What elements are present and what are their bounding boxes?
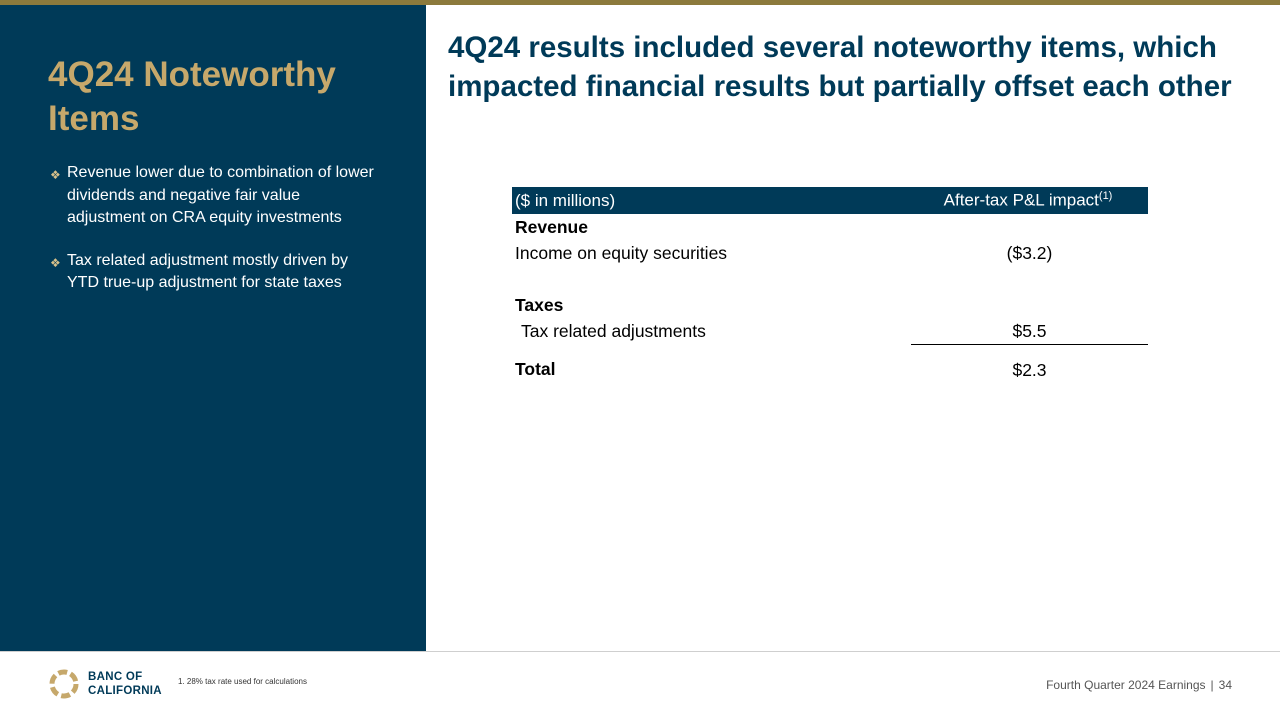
table-row (512, 240, 1148, 266)
bullet-item (50, 250, 380, 295)
total-label: Total (515, 359, 556, 380)
bullet-list (50, 162, 380, 315)
header-impact-label: After-tax P&L impact (943, 190, 1099, 210)
table-header-row (512, 187, 1148, 214)
bullet-item (50, 162, 380, 230)
total-value: $2.3 (911, 345, 1148, 384)
table-row (512, 318, 1148, 345)
logo-line1: BANC OF (88, 671, 143, 683)
impact-table (512, 187, 1148, 383)
impact-table-container (512, 187, 1148, 383)
taxes-heading: Taxes (515, 294, 564, 315)
revenue-heading: Revenue (515, 216, 588, 237)
footer-separator: | (1210, 678, 1214, 692)
table-total-row (512, 345, 1148, 384)
page-footer (1046, 678, 1232, 692)
taxes-item: Tax related adjustments (521, 320, 706, 341)
header-impact (911, 187, 1148, 214)
diamond-bullet-icon: ❖ (50, 255, 61, 270)
revenue-item: Income on equity securities (515, 242, 728, 263)
page-number: 34 (1218, 678, 1232, 692)
footer-divider (0, 651, 1280, 652)
sidebar-panel (0, 5, 426, 651)
revenue-value: ($3.2) (1006, 242, 1053, 263)
table-spacer-row (512, 266, 1148, 292)
table-row (512, 214, 1148, 240)
bullet-text: Tax related adjustment mostly driven by YTD true-up adjustment for state taxes (67, 251, 349, 291)
headline: 4Q24 results included several noteworthy items, which impacted financial results but partially offset each other (448, 31, 1232, 103)
header-units: ($ in millions) (515, 190, 616, 210)
report-name: Fourth Quarter 2024 Earnings (1046, 678, 1206, 692)
logo-line2: CALIFORNIA (88, 684, 162, 697)
taxes-value: $5.5 (1012, 320, 1047, 341)
bullet-text: Revenue lower due to combination of lower dividends and negative fair value adjustment on CRA equity investments (67, 164, 374, 226)
diamond-bullet-icon: ❖ (50, 168, 61, 182)
banc-of-california-logo-icon (48, 668, 80, 700)
logo-wordmark (88, 671, 162, 698)
table-footnote: 1. 28% tax rate used for calculations (178, 677, 307, 686)
table-row (512, 292, 1148, 318)
header-footnote-ref: (1) (1098, 190, 1113, 203)
slide-title: 4Q24 Noteworthy Items (48, 55, 336, 138)
